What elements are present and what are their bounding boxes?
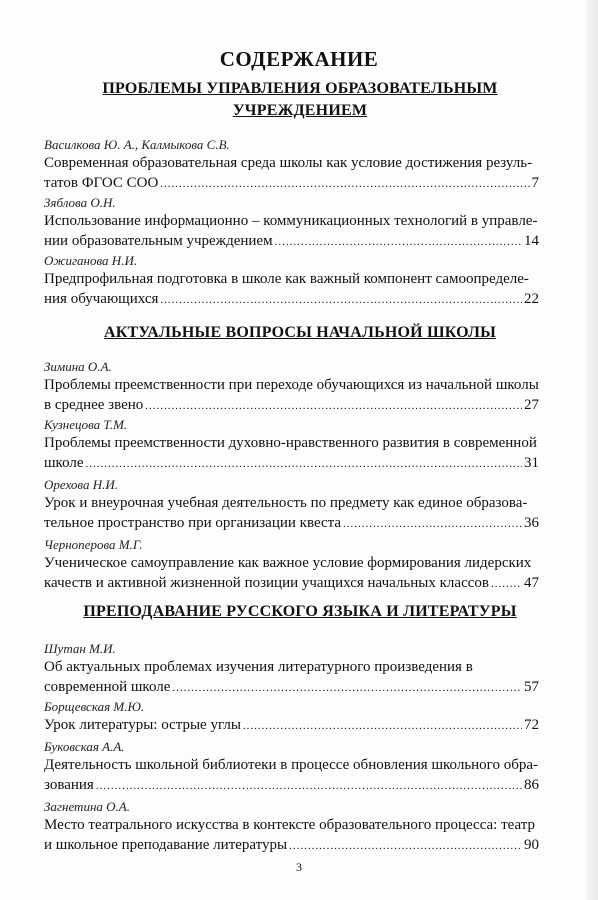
page-number: 3 (296, 860, 302, 874)
dot-leader (96, 776, 522, 796)
entry-title-line: Современная образовательная среда школы как условие достижения резуль- (44, 155, 533, 171)
toc-entry[interactable] (44, 640, 539, 697)
section-heading-line: ПРЕПОДАВАНИЕ РУССКОГО ЯЗЫКА И ЛИТЕРАТУРЫ (83, 603, 517, 620)
entry-author: Буковская А.А. (44, 739, 125, 754)
entry-page-number: 72 (524, 717, 539, 733)
entry-title-text: зования (44, 777, 94, 793)
entry-title-last-line (44, 775, 539, 795)
entry-title-line: Об актуальных проблемах изучения литературного произведения в (44, 659, 473, 675)
entry-author: Кузнецова Т.М. (44, 417, 128, 432)
entry-title-line: Деятельность школьной библиотеки в процессе обновления школьного обра- (44, 757, 538, 773)
entry-author: Борщевская М.Ю. (44, 699, 145, 714)
entry-page-number: 14 (524, 233, 539, 249)
entry-page-number: 7 (531, 175, 539, 191)
dot-leader (343, 514, 522, 534)
toc-entry[interactable] (44, 136, 539, 193)
entry-title-text: ния обучающихся (44, 291, 159, 307)
entry-title-line: Использование информационно – коммуникационных технологий в управле- (44, 213, 538, 229)
entry-title-last-line (44, 677, 539, 697)
page-title: СОДЕРЖАНИЕ (219, 47, 379, 71)
dot-leader (491, 574, 522, 594)
entry-title-line: Проблемы преемственности при переходе обучающихся из начальной школы (44, 377, 539, 393)
entry-author: Василкова Ю. А., Калмыкова С.В. (44, 137, 230, 152)
toc-entry[interactable] (44, 476, 539, 533)
entry-page-number: 36 (524, 515, 539, 531)
section-heading-line: АКТУАЛЬНЫЕ ВОПРОСЫ НАЧАЛЬНОЙ ШКОЛЫ (103, 324, 497, 341)
dot-leader (289, 836, 522, 856)
toc-entry[interactable] (44, 738, 539, 795)
dot-leader (145, 396, 522, 416)
entry-page-number: 22 (524, 291, 539, 307)
entry-author: Ожиганова Н.И. (44, 253, 138, 268)
entry-title-text: современной школе (44, 679, 171, 695)
entry-title-last-line (44, 173, 539, 193)
entry-title-text: в среднее звено (44, 397, 144, 413)
entry-title-text: качеств и активной жизненной позиции учащихся начальных классов (44, 575, 489, 591)
entry-title-line: Место театрального искусства в контексте образовательного процесса: театр (44, 817, 536, 833)
entry-author: Шутан М.И. (44, 641, 116, 656)
entry-page-number: 57 (524, 679, 539, 695)
dot-leader (172, 678, 522, 698)
entry-author: Орехова Н.И. (44, 477, 119, 492)
section-heading-primary-school (60, 322, 540, 344)
entry-title-last-line (44, 835, 539, 855)
entry-page-number: 86 (524, 777, 539, 793)
entry-title-line: Проблемы преемственности духовно-нравственного развития в современной (44, 435, 537, 451)
entry-author: Зимина О.А. (44, 359, 112, 374)
entry-page-number: 27 (524, 397, 539, 413)
entry-page-number: 90 (524, 837, 539, 853)
entry-title-text: тельное пространство при организации квеста (44, 515, 342, 531)
entry-title-last-line (44, 573, 539, 593)
entry-title-last-line (44, 289, 539, 309)
entry-author: Черноперова М.Г. (44, 537, 143, 552)
toc-entry[interactable] (44, 798, 539, 855)
entry-title-text: Урок литературы: острые углы (44, 717, 241, 733)
entry-title-text: и школьное преподавание литературы (44, 837, 288, 853)
entry-title-last-line (44, 395, 539, 415)
entry-title-last-line (44, 231, 539, 251)
section-heading-line: ПРОБЛЕМЫ УПРАВЛЕНИЯ ОБРАЗОВАТЕЛЬНЫМ (102, 80, 498, 97)
entry-author: Загнетина О.А. (44, 799, 130, 814)
dot-leader (160, 290, 522, 310)
toc-entry[interactable] (44, 358, 539, 415)
section-heading-management (60, 78, 540, 122)
toc-entry[interactable] (44, 416, 539, 473)
entry-title-line: Предпрофильная подготовка в школе как важный компонент самоопределе- (44, 271, 529, 287)
entry-title-text: татов ФГОС СОО (44, 175, 159, 191)
dot-leader (160, 174, 529, 194)
dot-leader (243, 716, 522, 736)
entry-title-last-line (44, 453, 539, 473)
entry-title-last-line (44, 513, 539, 533)
entry-title-line: Урок и внеурочная учебная деятельность по предмету как единое образова- (44, 495, 528, 511)
toc-entry[interactable] (44, 194, 539, 251)
entry-page-number: 47 (524, 575, 539, 591)
toc-entry[interactable] (44, 252, 539, 309)
toc-entry[interactable] (44, 536, 539, 593)
entry-title-text: нии образовательным учреждением (44, 233, 273, 249)
dot-leader (86, 454, 522, 474)
entry-title-last-line (44, 715, 539, 735)
page-edge-shadow (586, 0, 598, 900)
toc-entry[interactable] (44, 698, 539, 735)
section-heading-line: УЧРЕЖДЕНИЕМ (232, 102, 368, 119)
entry-title-text: школе (44, 455, 84, 471)
dot-leader (275, 232, 522, 252)
entry-page-number: 31 (524, 455, 539, 471)
entry-title-line: Ученическое самоуправление как важное условие формирования лидерских (44, 555, 532, 571)
section-heading-russian-literature (60, 601, 540, 623)
entry-author: Зяблова О.Н. (44, 195, 116, 210)
